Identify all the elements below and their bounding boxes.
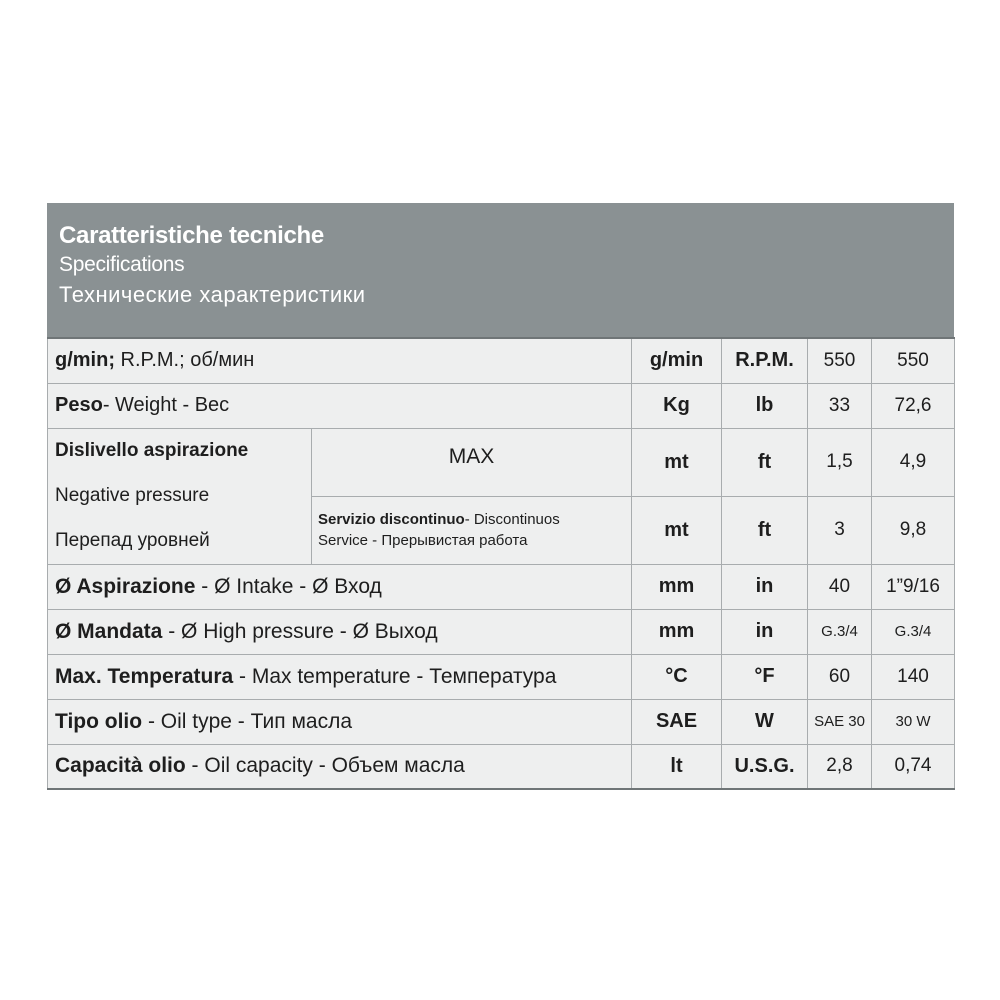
unit-metric: lt [632,744,722,789]
discontinuous-service-label: Servizio discontinuo- Discontinuos Service - Прерывистая работа [312,497,632,564]
unit-metric: °C [632,654,722,699]
unit-metric: mm [632,609,722,654]
unit-imperial: in [722,609,808,654]
unit-imperial: lb [722,383,808,428]
value-imperial: G.3/4 [872,609,955,654]
value-metric: SAE 30 [808,699,872,744]
row-label: g/min; R.P.M.; об/мин [48,338,632,383]
value-metric: 1,5 [808,428,872,497]
value-metric: 60 [808,654,872,699]
value-imperial: 4,9 [872,428,955,497]
unit-metric: mt [632,428,722,497]
unit-imperial: °F [722,654,808,699]
table-row-weight [48,383,955,428]
table-row-rpm [48,338,955,383]
table-row-temperature [48,654,955,699]
row-label: Tipo olio - Oil type - Тип масла [48,699,632,744]
unit-metric: g/min [632,338,722,383]
header-title-italian: Caratteristiche tecniche [59,222,324,249]
unit-imperial: ft [722,428,808,497]
table-row-delivery [48,609,955,654]
table-row-intake [48,564,955,609]
table-row-oil-capacity [48,744,955,789]
unit-imperial: U.S.G. [722,744,808,789]
value-metric: G.3/4 [808,609,872,654]
unit-metric: SAE [632,699,722,744]
row-label: Max. Temperatura - Max temperature - Температура [48,654,632,699]
value-metric: 550 [808,338,872,383]
unit-imperial: in [722,564,808,609]
header-title-english: Specifications [59,253,185,276]
suction-label-russian: Перепад уровней [55,530,210,551]
value-metric: 33 [808,383,872,428]
table-row-suction-max [48,428,955,497]
row-label: Ø Aspirazione - Ø Intake - Ø Вход [48,564,632,609]
specifications-header [47,203,954,337]
value-imperial: 550 [872,338,955,383]
value-imperial: 30 W [872,699,955,744]
unit-metric: mm [632,564,722,609]
row-label: Capacità olio - Oil capacity - Объем масла [48,744,632,789]
value-imperial: 0,74 [872,744,955,789]
value-metric: 2,8 [808,744,872,789]
suction-label-italian: Dislivello aspirazione [55,440,249,461]
suction-label [48,428,312,564]
value-imperial: 9,8 [872,497,955,564]
suction-label-english: Negative pressure [55,485,210,506]
table-row-oil-type [48,699,955,744]
value-imperial: 72,6 [872,383,955,428]
specifications-table [47,337,955,790]
unit-imperial: R.P.M. [722,338,808,383]
header-title-russian: Технические характеристики [59,282,366,307]
suction-max-label: MAX [312,428,632,497]
value-metric: 40 [808,564,872,609]
unit-imperial: ft [722,497,808,564]
value-imperial: 140 [872,654,955,699]
specifications-panel [47,203,954,790]
unit-metric: mt [632,497,722,564]
unit-imperial: W [722,699,808,744]
row-label: Peso- Weight - Вес [48,383,632,428]
value-imperial: 1”9/16 [872,564,955,609]
unit-metric: Kg [632,383,722,428]
row-label: Ø Mandata - Ø High pressure - Ø Выход [48,609,632,654]
value-metric: 3 [808,497,872,564]
